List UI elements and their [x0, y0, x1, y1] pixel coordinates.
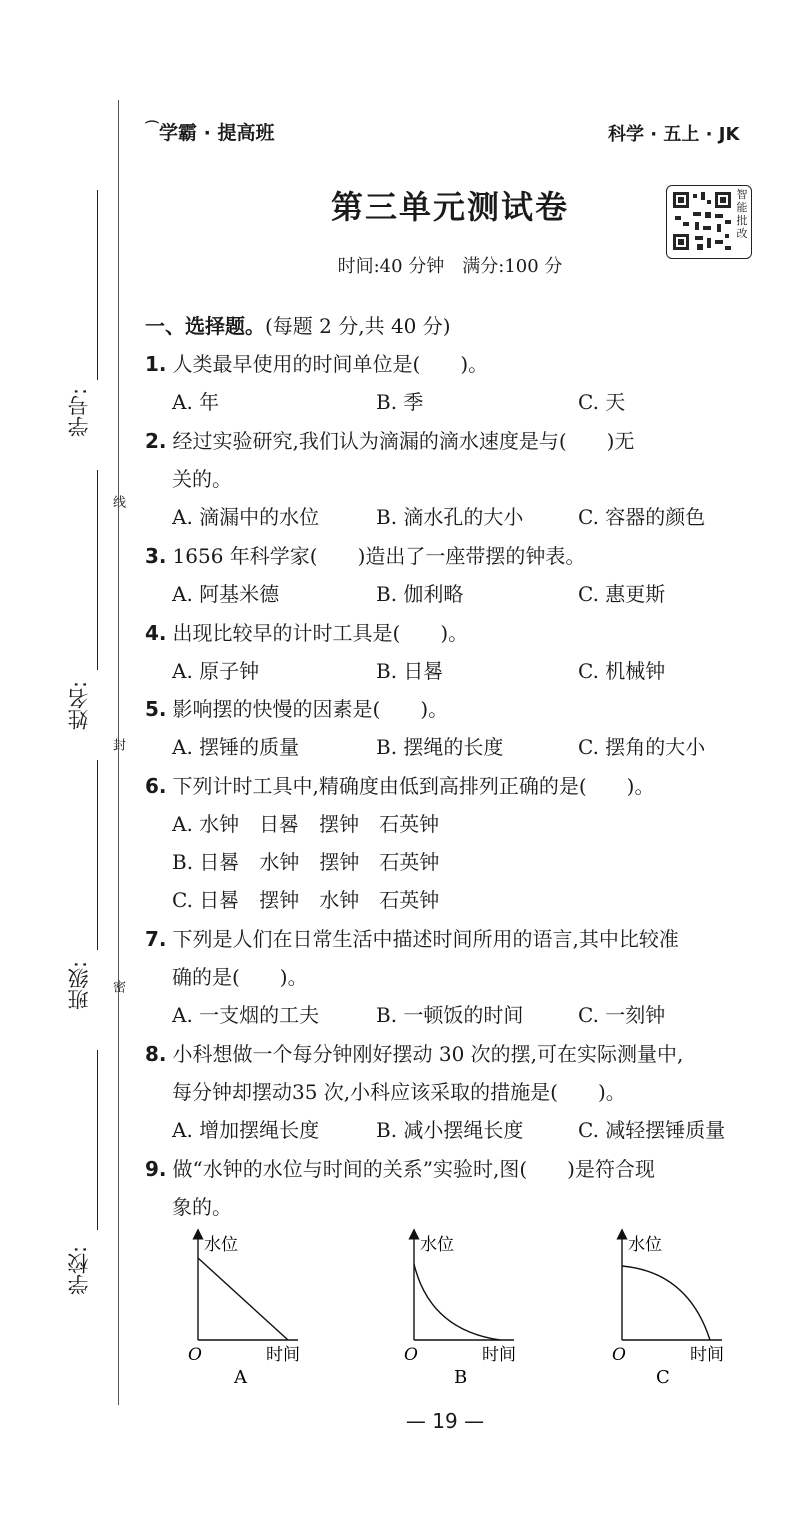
- option-b[interactable]: B. 摆绳的长度: [376, 735, 504, 759]
- name-label: 姓名:: [67, 680, 91, 730]
- graph-b-curve: [414, 1264, 500, 1340]
- qr-code-pattern: [671, 190, 733, 252]
- section-heading: [145, 310, 451, 339]
- option-c[interactable]: C. 惠更斯: [578, 582, 666, 606]
- class-line: [97, 760, 98, 950]
- option-b[interactable]: B. 一顿饭的时间: [376, 1003, 524, 1027]
- option-b[interactable]: B. 滴水孔的大小: [376, 505, 524, 529]
- option-a[interactable]: A. 水钟 日晷 摆钟 石英钟: [172, 812, 440, 836]
- name-line: [97, 470, 98, 670]
- question-text: 经过实验研究,我们认为滴漏的滴水速度是与( )无: [172, 429, 635, 453]
- graph-caption: A: [234, 1367, 247, 1388]
- question-number: 6.: [145, 774, 167, 798]
- question-number: 2.: [145, 429, 167, 453]
- question-text: 出现比较早的计时工具是( )。: [172, 621, 469, 645]
- exam-meta: 时间:40 分钟 满分:100 分: [337, 256, 563, 277]
- binding-line: [118, 100, 119, 1405]
- water-level-graphs: [170, 1228, 770, 1398]
- question-1: [145, 348, 488, 377]
- question-2: [145, 425, 634, 454]
- question-number: 3.: [145, 544, 167, 568]
- y-axis-label: 水位: [628, 1235, 662, 1255]
- graph-caption: B: [454, 1367, 468, 1388]
- option-a[interactable]: A. 原子钟: [172, 659, 260, 683]
- x-axis-label: 时间: [482, 1345, 516, 1365]
- school-line: [97, 1050, 98, 1230]
- section-note: (每题 2 分,共 40 分): [265, 314, 451, 338]
- graph-c-curve: [622, 1266, 710, 1340]
- option-c[interactable]: C. 天: [578, 390, 626, 414]
- origin-label: O: [188, 1345, 202, 1365]
- x-axis-label: 时间: [266, 1345, 300, 1365]
- qr-caption: 智能批改: [736, 188, 748, 240]
- subject-label: 科学 · 五上 · JK: [608, 124, 740, 145]
- question-text: 做“水钟的水位与时间的关系”实验时,图( )是符合现: [172, 1157, 655, 1181]
- graph-c[interactable]: [612, 1234, 724, 1388]
- school-label: 学校:: [67, 1245, 91, 1295]
- option-a[interactable]: A. 一支烟的工夫: [172, 1003, 320, 1027]
- y-axis-label: 水位: [420, 1235, 454, 1255]
- question-number: 5.: [145, 697, 167, 721]
- question-9-cont: 象的。: [172, 1195, 232, 1219]
- option-a[interactable]: A. 摆锤的质量: [172, 735, 300, 759]
- graph-a-curve: [198, 1258, 288, 1340]
- section-label: 一、选择题。: [145, 314, 265, 338]
- option-c[interactable]: C. 日晷 摆钟 水钟 石英钟: [172, 888, 440, 912]
- origin-label: O: [612, 1345, 626, 1365]
- question-9: [145, 1153, 655, 1182]
- option-c[interactable]: C. 容器的颜色: [578, 505, 706, 529]
- question-8: [145, 1038, 683, 1067]
- option-b[interactable]: B. 季: [376, 390, 424, 414]
- option-a[interactable]: A. 滴漏中的水位: [172, 505, 320, 529]
- option-b[interactable]: B. 日晷: [376, 659, 444, 683]
- graph-caption: C: [656, 1367, 670, 1388]
- student-id-label: 学号:: [67, 387, 91, 437]
- question-2-cont: 关的。: [172, 467, 232, 491]
- page-title: 第三单元测试卷: [330, 188, 569, 226]
- seal-mark-feng: 封: [110, 738, 125, 751]
- question-text: 影响摆的快慢的因素是( )。: [172, 697, 449, 721]
- option-a[interactable]: A. 年: [172, 390, 220, 414]
- graph-a[interactable]: [188, 1234, 300, 1388]
- question-8-cont: 每分钟却摆动35 次,小科应该采取的措施是( )。: [172, 1080, 626, 1104]
- graph-b[interactable]: [404, 1234, 516, 1388]
- question-number: 7.: [145, 927, 167, 951]
- grad-cap-icon: ⌒: [145, 121, 159, 137]
- brand-text: 学霸 · 提高班: [159, 122, 275, 144]
- question-6: [145, 770, 654, 799]
- seal-mark-mi: 密: [110, 980, 125, 993]
- y-axis-label: 水位: [204, 1235, 238, 1255]
- option-c[interactable]: C. 减轻摆锤质量: [578, 1118, 726, 1142]
- seal-mark-xian: 线: [110, 495, 125, 508]
- question-number: 1.: [145, 352, 167, 376]
- question-text: 下列是人们在日常生活中描述时间所用的语言,其中比较准: [172, 927, 679, 951]
- brand-logo: [145, 118, 274, 145]
- question-number: 4.: [145, 621, 167, 645]
- question-7-cont: 确的是( )。: [172, 965, 308, 989]
- class-label: 班级:: [67, 960, 91, 1010]
- question-text: 下列计时工具中,精确度由低到高排列正确的是( )。: [172, 774, 655, 798]
- origin-label: O: [404, 1345, 418, 1365]
- question-text: 人类最早使用的时间单位是( )。: [172, 352, 489, 376]
- question-5: [145, 693, 448, 722]
- option-b[interactable]: B. 伽利略: [376, 582, 464, 606]
- question-3: [145, 540, 585, 569]
- question-text: 小科想做一个每分钟刚好摆动 30 次的摆,可在实际测量中,: [172, 1042, 684, 1066]
- option-b[interactable]: B. 减小摆绳长度: [376, 1118, 524, 1142]
- question-text: 1656 年科学家( )造出了一座带摆的钟表。: [172, 544, 586, 568]
- page-number: — 19 —: [405, 1409, 485, 1433]
- question-number: 8.: [145, 1042, 167, 1066]
- option-c[interactable]: C. 摆角的大小: [578, 735, 706, 759]
- option-c[interactable]: C. 一刻钟: [578, 1003, 666, 1027]
- qr-code[interactable]: [666, 185, 752, 259]
- option-b[interactable]: B. 日晷 水钟 摆钟 石英钟: [172, 850, 440, 874]
- option-a[interactable]: A. 增加摆绳长度: [172, 1118, 320, 1142]
- option-c[interactable]: C. 机械钟: [578, 659, 666, 683]
- question-7: [145, 923, 679, 952]
- x-axis-label: 时间: [690, 1345, 724, 1365]
- question-4: [145, 617, 468, 646]
- option-a[interactable]: A. 阿基米德: [172, 582, 280, 606]
- question-number: 9.: [145, 1157, 167, 1181]
